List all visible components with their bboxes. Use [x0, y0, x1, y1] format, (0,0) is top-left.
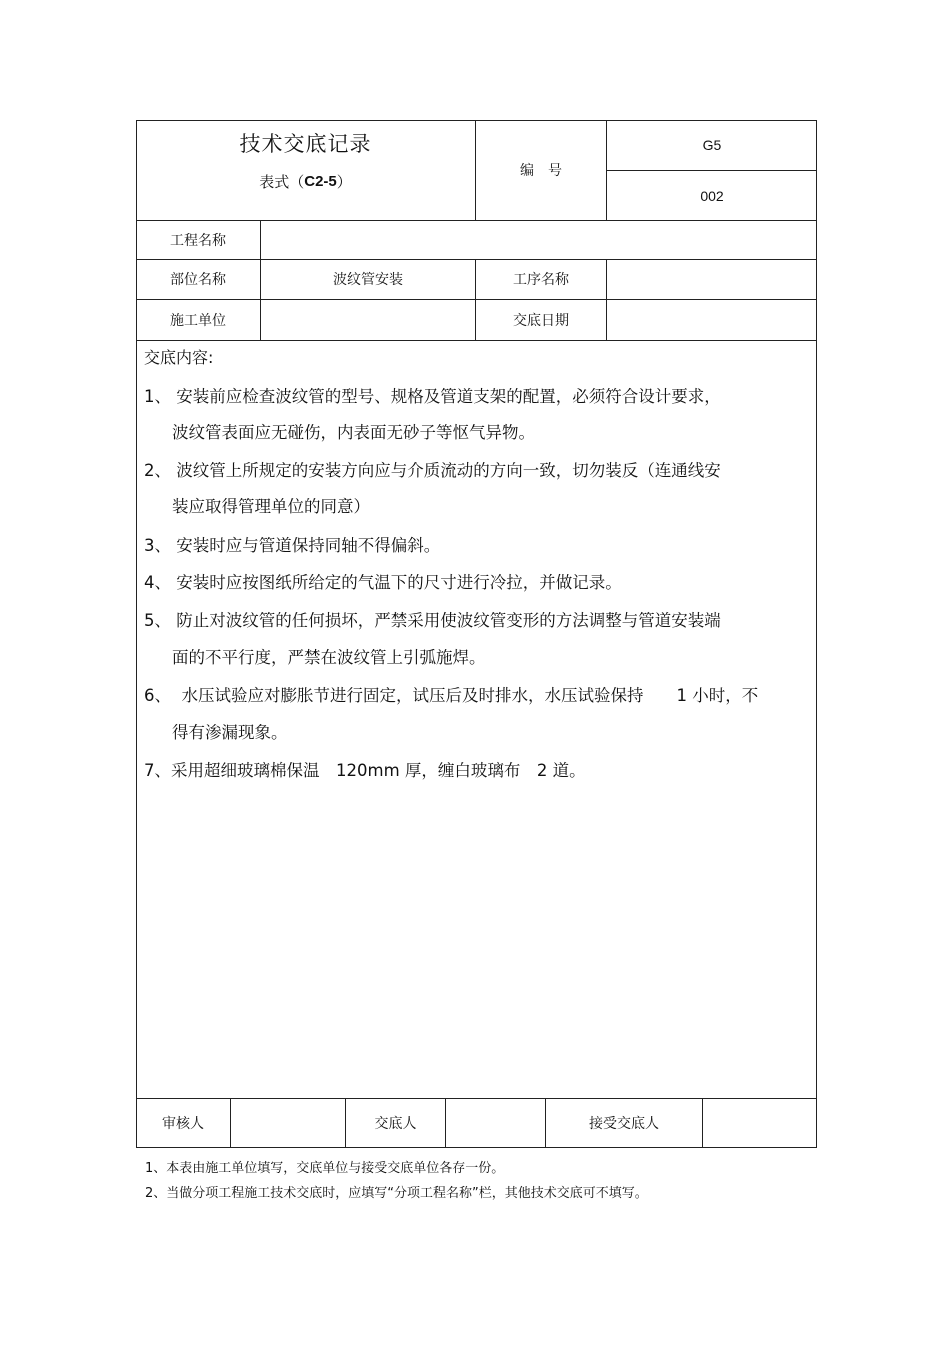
part-name-value: 波纹管安装 — [333, 272, 403, 288]
part-name-label: 部位名称 — [170, 272, 226, 288]
reviewer-label: 审核人 — [162, 1116, 204, 1132]
content-line-5: 3、 安装时应与管道保持同轴不得偏斜。 — [144, 536, 441, 555]
date-label: 交底日期 — [513, 312, 569, 329]
content-line-3: 2、 波纹管上所规定的安装方向应与介质流动的方向一致，切勿装反（连通线安 — [144, 461, 721, 480]
content-line-6: 4、 安装时应按图纸所给定的气温下的尺寸进行冷拉，并做记录。 — [144, 573, 622, 592]
content-line-9: 6、 水压试验应对膨胀节进行固定，试压后及时排水，水压试验保持 1 小时，不 — [144, 686, 759, 705]
footnote-1: 1、本表由施工单位填写，交底单位与接受交底单位各存一份。 — [145, 1161, 505, 1176]
content-heading: 交底内容: — [144, 348, 214, 367]
receiver-value — [703, 1098, 817, 1148]
content-line-11: 7、采用超细玻璃棉保温 120mm 厚，缠白玻璃布 2 道。 — [144, 761, 586, 780]
content-line-1: 1、 安装前应检查波纹管的型号、规格及管道支架的配置，必须符合设计要求， — [144, 387, 721, 406]
project-name-value — [261, 220, 817, 259]
number-value-1: G5 — [702, 137, 722, 153]
rule-row3-bottom — [136, 340, 817, 341]
form-code-prefix: 表式（ — [259, 172, 305, 191]
discloser-label: 交底人 — [374, 1116, 417, 1132]
content-line-2: 波纹管表面应无碰伤，内表面无砂子等怄气异物。 — [172, 423, 535, 442]
project-name-label: 工程名称 — [170, 232, 226, 249]
content-line-8: 面的不平行度，严禁在波纹管上引弧施焊。 — [172, 648, 486, 667]
process-name-label: 工序名称 — [513, 272, 569, 288]
process-name-value — [607, 259, 817, 299]
form-code-suffix: ） — [336, 172, 352, 191]
discloser-value — [446, 1098, 545, 1148]
form-title: 技术交底记录 — [239, 132, 372, 156]
footnote-2: 2、当做分项工程施工技术交底时，应填写“分项工程名称”栏，其他技术交底可不填写。 — [145, 1186, 648, 1201]
reviewer-value — [231, 1098, 345, 1148]
content-line-10: 得有渗漏现象。 — [172, 723, 288, 742]
date-value — [607, 299, 817, 340]
content-line-7: 5、 防止对波纹管的任何损坏，严禁采用使波纹管变形的方法调整与管道安装端 — [144, 611, 721, 630]
receiver-label: 接受交底人 — [589, 1116, 659, 1132]
form-code-value: C2-5 — [304, 172, 337, 190]
construction-unit-value — [261, 299, 475, 340]
number-value-2: 002 — [700, 187, 724, 204]
number-label: 编 号 — [520, 163, 562, 179]
form-code — [136, 168, 475, 194]
construction-unit-label: 施工单位 — [170, 312, 226, 329]
content-line-4: 装应取得管理单位的同意） — [172, 497, 370, 516]
